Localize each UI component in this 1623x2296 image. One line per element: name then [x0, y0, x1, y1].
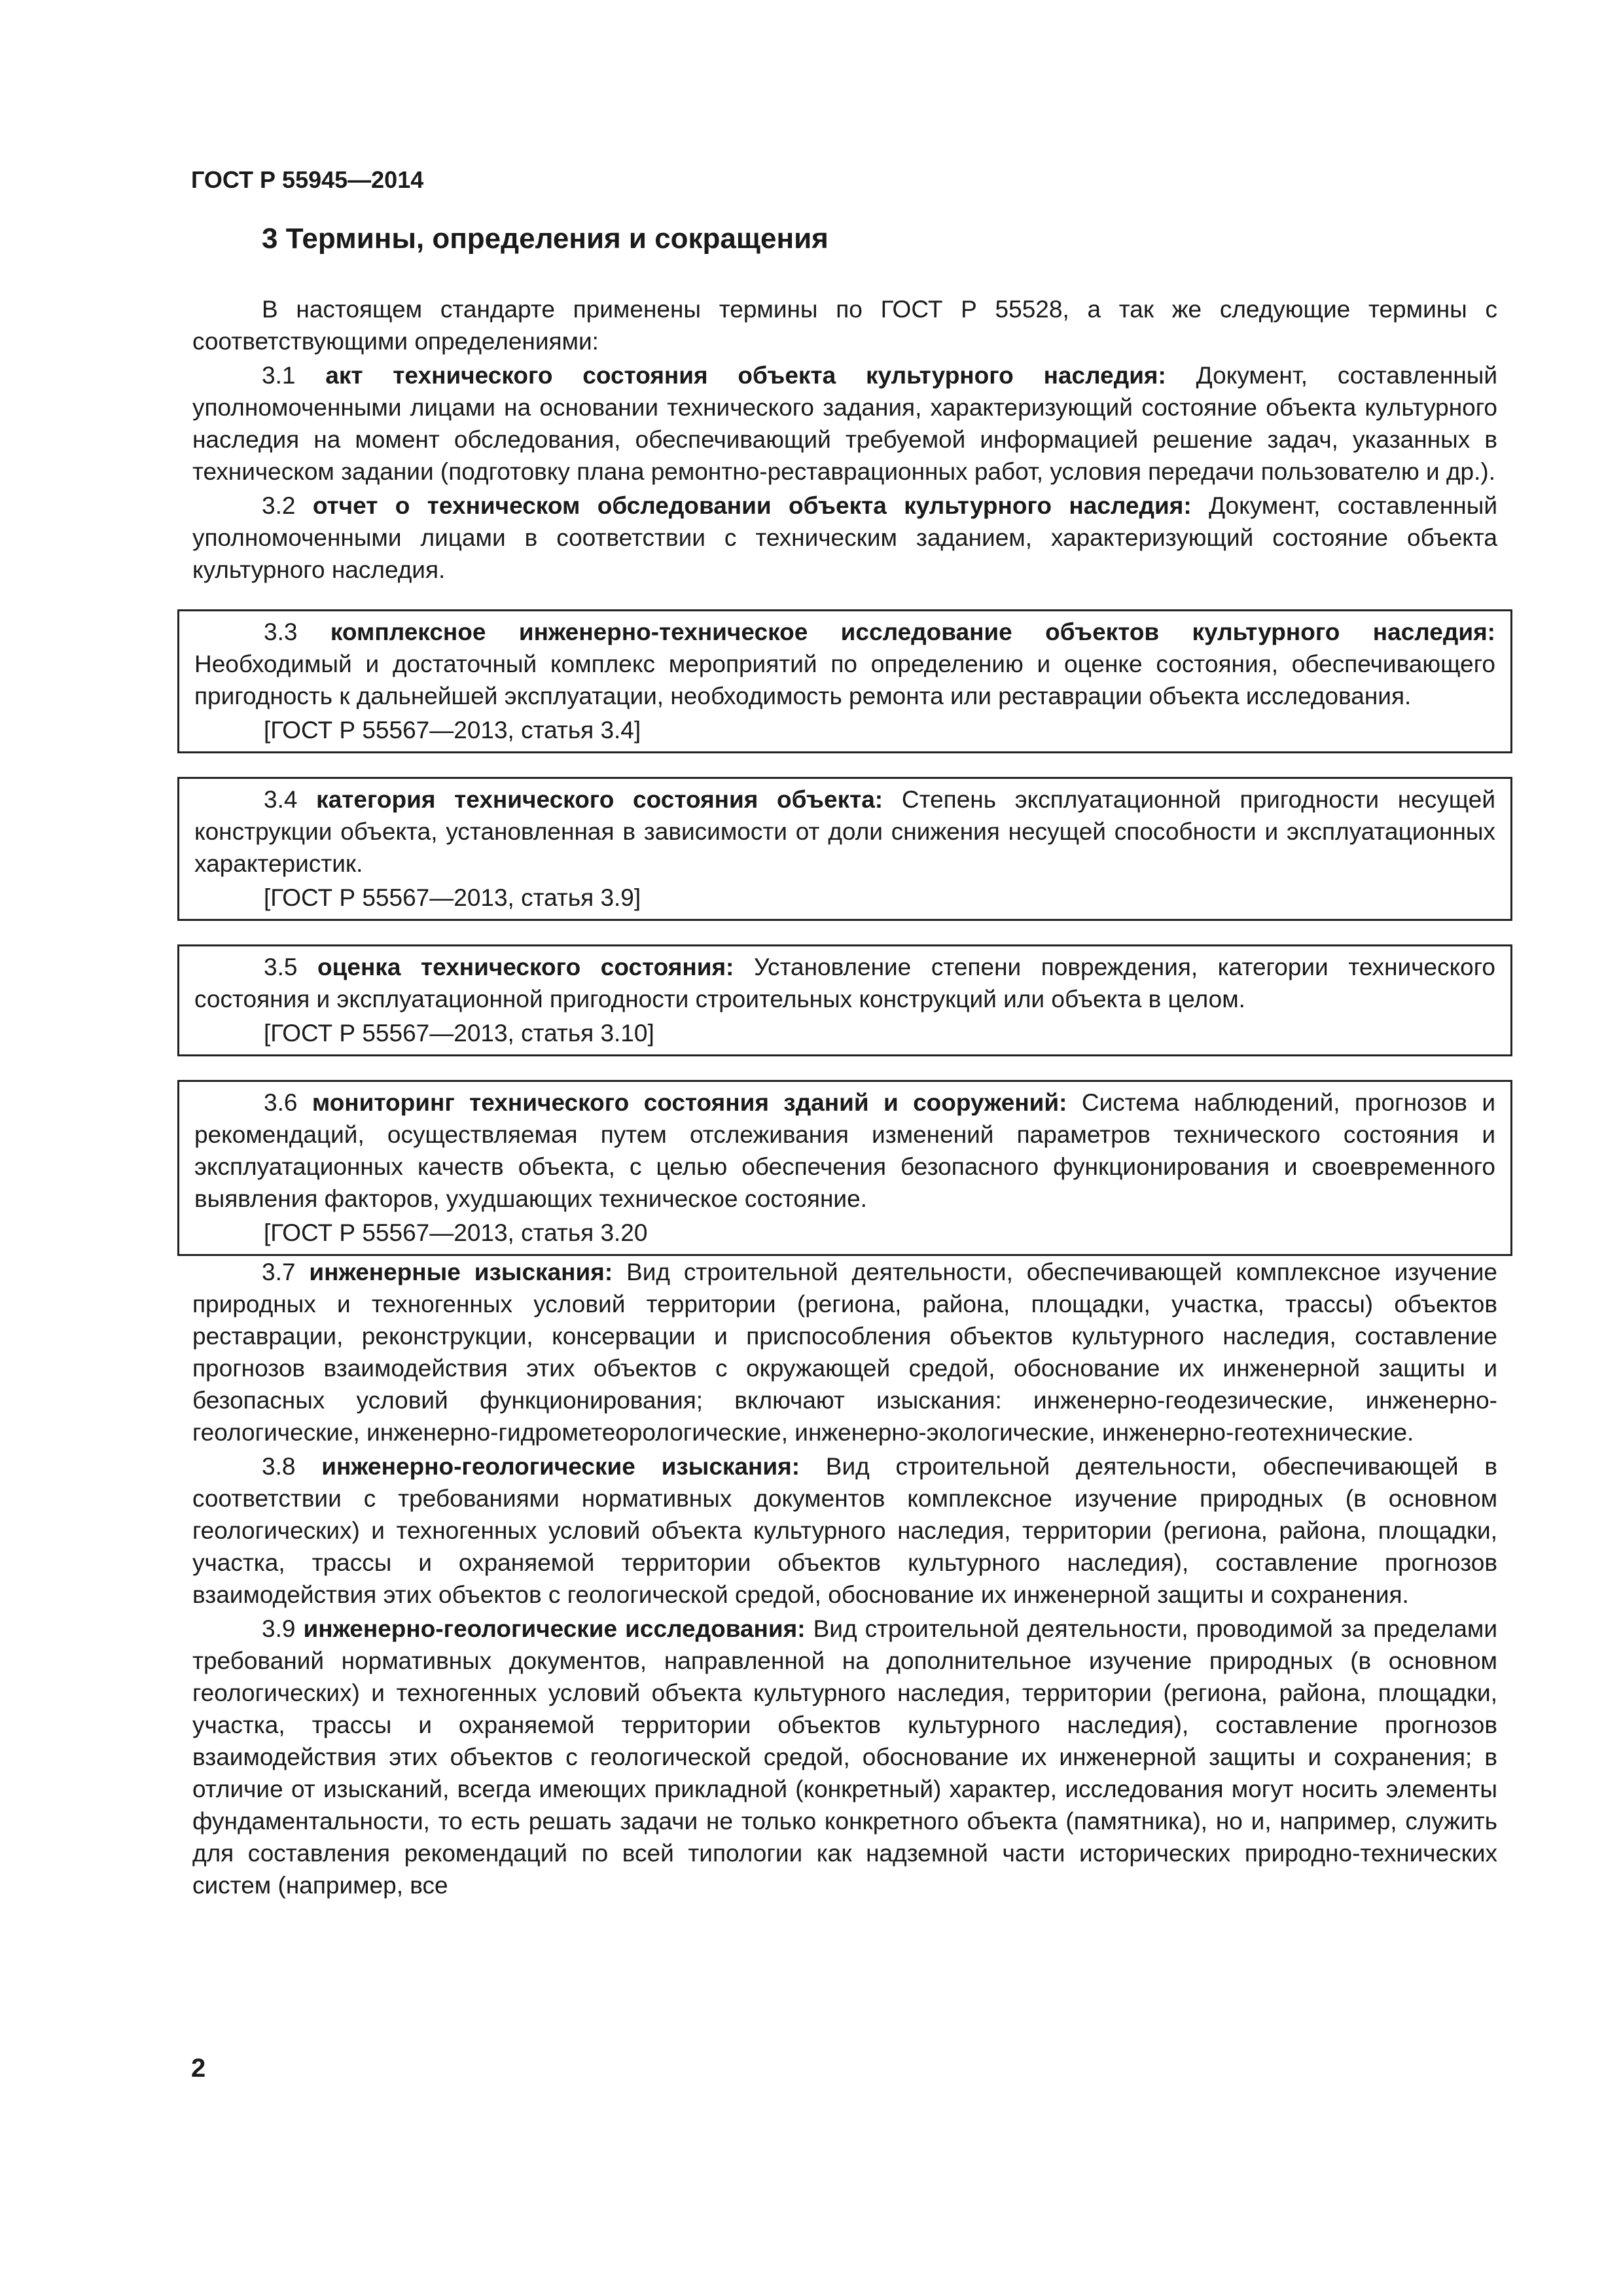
term-3-1: 3.1 акт технического состояния объекта культурного наследия: Документ, составленный уполномоченными лицами на основании технического задания, характеризующий состояние объекта культурного наследия на момент обследования, обеспечивающий требуемой информацией решение задач, указанных в техническом задании (подготовку плана ремонтно-реставрационных работ, условия передачи пользователю и др.).	[192, 362, 1498, 485]
term-box-3-4	[177, 777, 1512, 921]
term-definition: Документ, составленный уполномоченными лицами на основании технического задания, характеризующий состояние объекта культурного наследия на момент обследования, обеспечивающий требуемой информацией решение задач, указанных в техническом задании (подготовку плана ремонтно-реставрационных работ, условия передачи пользователю и др.).	[192, 362, 1498, 485]
term-3-4: 3.4 категория технического состояния объекта: Степень эксплуатационной пригодности несущей конструкции объекта, установленная в зависимости от доли снижения несущей способности и эксплуатационных характеристик.	[194, 786, 1496, 877]
page-number: 2	[191, 2054, 206, 2083]
document-number: ГОСТ Р 55945—2014	[191, 166, 424, 193]
term-3-2: 3.2 отчет о техническом обследовании объекта культурного наследия: Документ, составленный уполномоченными лицами в соответствии с техническим заданием, характеризующий состояние объекта культурного наследия.	[192, 492, 1497, 583]
term-reference: [ГОСТ Р 55567—2013, статья 3.4]	[264, 717, 641, 744]
term-reference: [ГОСТ Р 55567—2013, статья 3.9]	[264, 884, 641, 911]
term-title: категория технического состояния объекта:	[316, 786, 883, 813]
term-definition: Необходимый и достаточный комплекс мероприятий по определению и оценке состояния, обеспечивающего пригодность к дальнейшей эксплуатации, необходимость ремонта или реставрации объекта исследования.	[194, 651, 1495, 709]
term-title: отчет о техническом обследовании объекта культурного наследия:	[312, 492, 1192, 519]
term-definition: Вид строительной деятельности, обеспечивающей в соответствии с требованиями нормативных документов комплексное изучение природных (в основном геологических) и техногенных условий объекта культурного наследия, территории (региона, района, площадки, участка, трассы и охраняемой территории объектов культурного наследия), составление прогнозов взаимодействия этих объектов с геологической средой, обоснование их инженерной защиты и сохранения.	[192, 1453, 1498, 1608]
term-box-3-5	[177, 944, 1512, 1056]
term-definition: Вид строительной деятельности, проводимой за пределами требований нормативных документов, направленной на дополнительное изучение природных (в основном геологических) и техногенных условий объекта культурного наследия, территории (региона, района, площадки, участка, трассы и охраняемой территории объектов культурного наследия), составление прогнозов взаимодействия этих объектов с геологической средой, обоснование их инженерной защиты и сохранения; в отличие от изысканий, всегда имеющих прикладной (конкретный) характер, исследования могут носить элементы фундаментальности, то есть решать задачи не только конкретного объекта (памятника), но и, например, служить для составления рекомендаций по всей типологии как надземной части исторических природно-технических систем (например, все	[192, 1615, 1497, 1899]
term-3-6: 3.6 мониторинг технического состояния зданий и сооружений: Система наблюдений, прогнозов и рекомендаций, осуществляемая путем отслеживания изменений параметров технического состояния и эксплуатационных качеств объекта, с целью обеспечения безопасного функционирования и своевременного выявления факторов, ухудшающих техническое состояние.	[194, 1089, 1496, 1212]
term-box-3-3	[177, 609, 1512, 753]
term-reference: [ГОСТ Р 55567—2013, статья 3.20	[264, 1219, 648, 1246]
term-definition: Вид строительной деятельности, обеспечивающей комплексное изучение природных и техногенных условий территории (региона, района, площадки, участка, трассы) объектов реставрации, реконструкции, консервации и приспособления объектов культурного наследия, составление прогнозов взаимодействия этих объектов с окружающей средой, обоснование их инженерной защиты и безопасных условий функционирования; включают изыскания: инженерно-геодезические, инженерно-геологические, инженерно-гидрометеорологические, инженерно-экологические, инженерно-геотехнические.	[192, 1259, 1497, 1446]
term-title: акт технического состояния объекта культурного наследия:	[325, 362, 1166, 389]
term-title: инженерно-геологические изыскания:	[321, 1453, 800, 1480]
term-3-8: 3.8 инженерно-геологические изыскания: Вид строительной деятельности, обеспечивающей в соответствии с требованиями нормативных документов комплексное изучение природных (в основном геологических) и техногенных условий объекта культурного наследия, территории (региона, района, площадки, участка, трассы и охраняемой территории объектов культурного наследия), составление прогнозов взаимодействия этих объектов с геологической средой, обоснование их инженерной защиты и сохранения.	[192, 1453, 1498, 1608]
term-title: инженерные изыскания:	[309, 1259, 613, 1285]
term-3-5: 3.5 оценка технического состояния: Установление степени повреждения, категории технического состояния и эксплуатационной пригодности строительных конструкций или объекта в целом.	[194, 954, 1496, 1013]
term-title: комплексное инженерно-техническое исследование объектов культурного наследия:	[330, 619, 1496, 645]
term-title: оценка технического состояния:	[317, 954, 734, 980]
term-definition: Документ, составленный уполномоченными лицами в соответствии с техническим заданием, характеризующий состояние объекта культурного наследия.	[192, 492, 1497, 583]
term-title: инженерно-геологические исследования:	[303, 1615, 806, 1642]
term-definition: Система наблюдений, прогнозов и рекомендаций, осуществляемая путем отслеживания изменений параметров технического состояния и эксплуатационных качеств объекта, с целью обеспечения безопасного функционирования и своевременного выявления факторов, ухудшающих техническое состояние.	[194, 1089, 1496, 1212]
term-definition: Степень эксплуатационной пригодности несущей конструкции объекта, установленная в зависимости от доли снижения несущей способности и эксплуатационных характеристик.	[194, 786, 1496, 877]
term-definition: Установление степени повреждения, категории технического состояния и эксплуатационной пригодности строительных конструкций или объекта в целом.	[194, 954, 1496, 1013]
term-3-3: 3.3 комплексное инженерно-техническое исследование объектов культурного наследия: Необходимый и достаточный комплекс мероприятий по определению и оценке состояния, обеспечивающего пригодность к дальнейшей эксплуатации, необходимость ремонта или реставрации объекта исследования.	[194, 619, 1496, 709]
term-3-9: 3.9 инженерно-геологические исследования: Вид строительной деятельности, проводимой за пределами требований нормативных документов, направленной на дополнительное изучение природных (в основном геологических) и техногенных условий объекта культурного наследия, территории (региона, района, площадки, участка, трассы и охраняемой территории объектов культурного наследия), составление прогнозов взаимодействия этих объектов с геологической средой, обоснование их инженерной защиты и сохранения; в отличие от изысканий, всегда имеющих прикладной (конкретный) характер, исследования могут носить элементы фундаментальности, то есть решать задачи не только конкретного объекта (памятника), но и, например, служить для составления рекомендаций по всей типологии как надземной части исторических природно-технических систем (например, все	[192, 1615, 1497, 1899]
term-3-7: 3.7 инженерные изыскания: Вид строительной деятельности, обеспечивающей комплексное изучение природных и техногенных условий территории (региона, района, площадки, участка, трассы) объектов реставрации, реконструкции, консервации и приспособления объектов культурного наследия, составление прогнозов взаимодействия этих объектов с окружающей средой, обоснование их инженерной защиты и безопасных условий функционирования; включают изыскания: инженерно-геодезические, инженерно-геологические, инженерно-гидрометеорологические, инженерно-экологические, инженерно-геотехнические.	[192, 1259, 1497, 1446]
term-box-3-6	[177, 1080, 1512, 1256]
term-reference: [ГОСТ Р 55567—2013, статья 3.10]	[264, 1020, 654, 1047]
section-body	[192, 293, 1497, 1901]
section-title: 3 Термины, определения и сокращения	[262, 223, 829, 255]
intro-paragraph: В настоящем стандарте применены термины по ГОСТ Р 55528, а так же следующие термины с соответствующими определениями:	[192, 296, 1497, 355]
term-title: мониторинг технического состояния зданий и сооружений:	[312, 1089, 1067, 1116]
